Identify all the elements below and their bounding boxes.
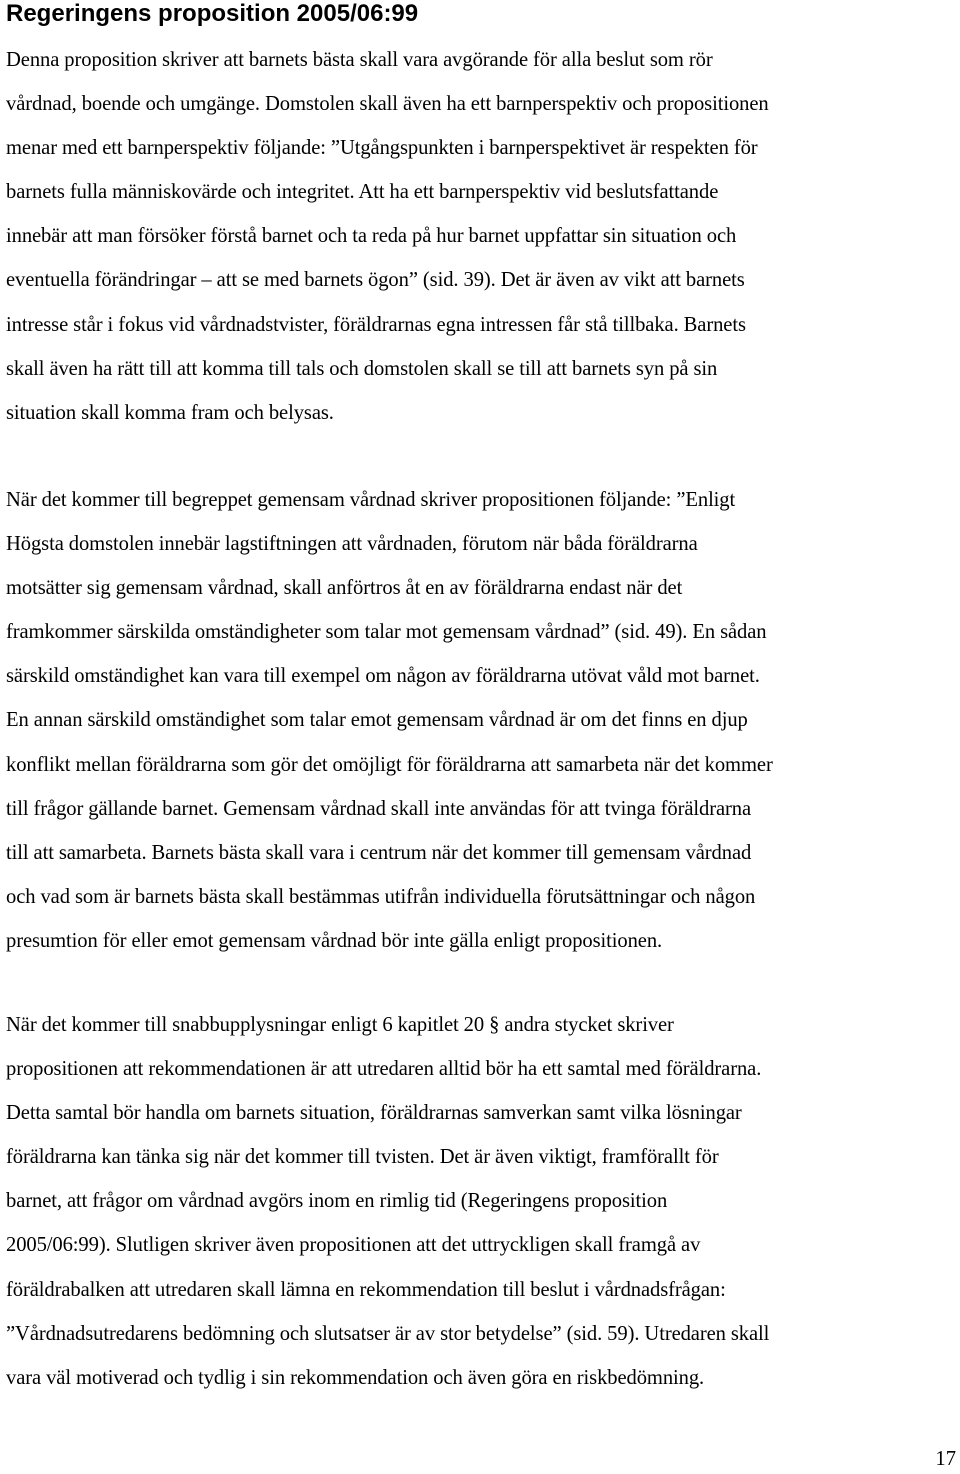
text-line: föräldrabalken att utredaren skall lämna en rekommendation till beslut i vårdnadsfrågan: <box>6 1278 726 1301</box>
page-number: 17 <box>935 1448 956 1470</box>
text-line: föräldrarna kan tänka sig när det kommer till tvisten. Det är även viktigt, framförallt för <box>6 1146 719 1169</box>
text-line: eventuella förändringar – att se med barnets ögon” (sid. 39). Det är även av vikt att barnets <box>6 269 745 292</box>
document-page <box>6 0 956 1389</box>
text-line: En annan särskild omständighet som talar emot gemensam vårdnad är om det finns en djup <box>6 709 748 732</box>
text-line: skall även ha rätt till att komma till tals och domstolen skall se till att barnets syn på sin <box>6 357 718 380</box>
text-line: Denna proposition skriver att barnets bästa skall vara avgörande för alla beslut som rör <box>6 49 713 71</box>
text-line: till att samarbeta. Barnets bästa skall vara i centrum när det kommer till gemensam vårdnad <box>6 841 752 864</box>
text-line: När det kommer till snabbupplysningar enligt 6 kapitlet 20 § andra stycket skriver <box>6 1014 674 1036</box>
text-line: vårdnad, boende och umgänge. Domstolen skall även ha ett barnperspektiv och propositionen <box>6 93 769 116</box>
text-line: konflikt mellan föräldrarna som gör det omöjligt för föräldrarna att samarbeta när det kommer <box>6 753 773 776</box>
paragraph-2 <box>6 478 956 963</box>
paragraph-3 <box>6 1003 956 1400</box>
text-line: presumtion för eller emot gemensam vårdnad bör inte gälla enligt propositionen. <box>6 929 663 952</box>
text-line: ”Vårdnadsutredarens bedömning och slutsatser är av stor betydelse” (sid. 59). Utredaren skall <box>6 1322 770 1345</box>
text-line: Detta samtal bör handla om barnets situation, föräldrarnas samverkan samt vilka lösningar <box>6 1102 742 1125</box>
text-line: till frågor gällande barnet. Gemensam vårdnad skall inte användas för att tvinga föräldrarna <box>6 797 752 820</box>
text-line: situation skall komma fram och belysas. <box>6 401 334 424</box>
text-line: framkommer särskilda omständigheter som talar mot gemensam vårdnad” (sid. 49). En sådan <box>6 621 767 644</box>
text-line: vara väl motiverad och tydlig i sin rekommendation och även göra en riskbedömning. <box>6 1366 705 1389</box>
text-line: barnets fulla människovärde och integritet. Att ha ett barnperspektiv vid beslutsfattande <box>6 181 719 204</box>
text-line: Högsta domstolen innebär lagstiftningen att vårdnaden, förutom när båda föräldrarna <box>6 533 698 556</box>
text-line: barnet, att frågor om vårdnad avgörs inom en rimlig tid (Regeringens proposition <box>6 1190 668 1213</box>
text-line: propositionen att rekommendationen är att utredaren alltid bör ha ett samtal med föräldrarna. <box>6 1058 762 1081</box>
paragraph-1 <box>6 38 956 435</box>
text-line: särskild omständighet kan vara till exempel om någon av föräldrarna utövat våld mot barnet. <box>6 665 760 688</box>
text-line: 2005/06:99). Slutligen skriver även propositionen att det uttryckligen skall framgå av <box>6 1234 701 1257</box>
text-line: och vad som är barnets bästa skall bestämmas utifrån individuella förutsättningar och någon <box>6 885 756 908</box>
text-line: När det kommer till begreppet gemensam vårdnad skriver propositionen följande: ”Enligt <box>6 489 736 511</box>
text-line: menar med ett barnperspektiv följande: ”Utgångspunkten i barnperspektivet är respekten för <box>6 137 758 160</box>
text-line: motsätter sig gemensam vårdnad, skall anförtros åt en av föräldrarna endast när det <box>6 577 683 600</box>
text-line: innebär att man försöker förstå barnet och ta reda på hur barnet uppfattar sin situation och <box>6 225 737 248</box>
section-heading: Regeringens proposition 2005/06:99 <box>6 0 419 27</box>
text-line: intresse står i fokus vid vårdnadstvister, föräldrarnas egna intressen får stå tillbaka. Barnets <box>6 313 746 336</box>
